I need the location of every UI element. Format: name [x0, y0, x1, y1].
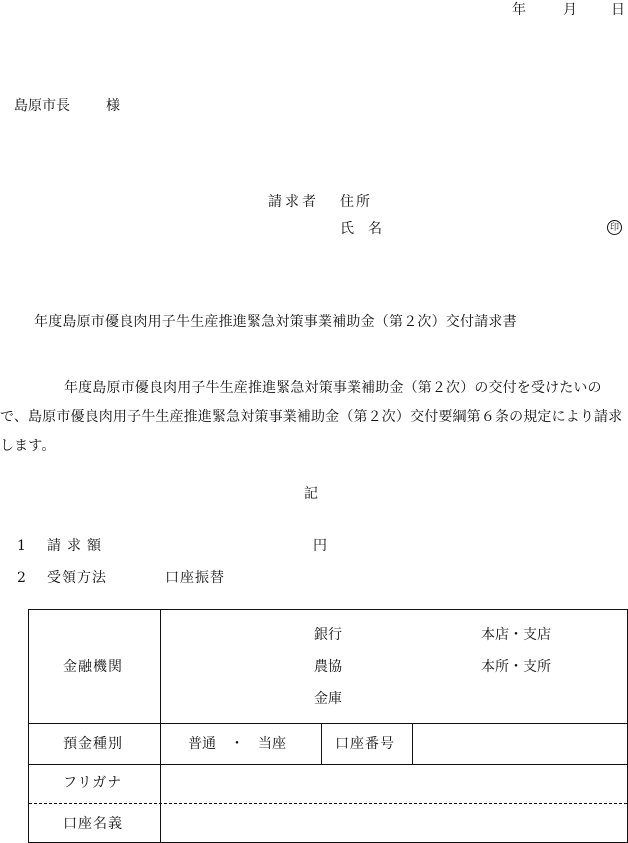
date-year: 年: [512, 2, 526, 18]
item-1-label: 請求額: [47, 538, 107, 554]
item-2-label: 受領方法: [47, 570, 107, 586]
deposit-type-value: 普通 ・ 当座: [188, 736, 286, 752]
address-label: 住所: [340, 194, 372, 210]
body-paragraph: 年度島原市優良肉用子牛生産推進緊急対策事業補助金（第２次）の交付を受けたいので、島原市優良肉用子牛生産推進緊急対策事業補助金（第２次）交付要綱第６条の規定により請求します。: [0, 380, 623, 454]
deposit-type-label: 預金種別: [63, 736, 123, 752]
branch-option-bank: 本店・支店: [481, 627, 551, 643]
table-dashed-divider: [29, 803, 627, 804]
table-row-divider: [29, 764, 627, 765]
table-column-divider: [160, 610, 161, 842]
requester-label: 請求者: [268, 194, 319, 210]
bank-type-bank: 銀行: [314, 627, 342, 643]
bank-type-kinko: 金庫: [314, 691, 342, 707]
document-title: 年度島原市優良肉用子牛生産推進緊急対策事業補助金（第２次）交付請求書: [34, 314, 517, 330]
bank-type-agri: 農協: [314, 659, 342, 675]
seal-mark: 印: [607, 220, 622, 235]
name-label: 氏名: [340, 221, 396, 237]
branch-option-agri: 本所・支所: [481, 659, 551, 675]
item-1-unit: 円: [313, 538, 327, 554]
table-cell-divider: [321, 723, 322, 764]
account-number-label: 口座番号: [335, 736, 395, 752]
item-1-number: 1: [17, 538, 26, 554]
date-day: 日: [611, 2, 625, 18]
furigana-label: フリガナ: [63, 775, 123, 791]
date-month: 月: [563, 2, 577, 18]
table-cell-divider: [412, 723, 413, 764]
account-name-label: 口座名義: [63, 816, 123, 832]
item-2-number: 2: [17, 570, 26, 586]
addressee: [14, 96, 120, 116]
ki-heading: 記: [304, 486, 318, 502]
bank-account-table: [28, 609, 628, 843]
item-2-value: 口座振替: [165, 570, 225, 586]
addressee-suffix: 様: [106, 98, 120, 114]
table-row-divider: [29, 723, 627, 724]
institution-label: 金融機関: [63, 659, 123, 675]
addressee-name: 島原市長: [14, 98, 70, 114]
